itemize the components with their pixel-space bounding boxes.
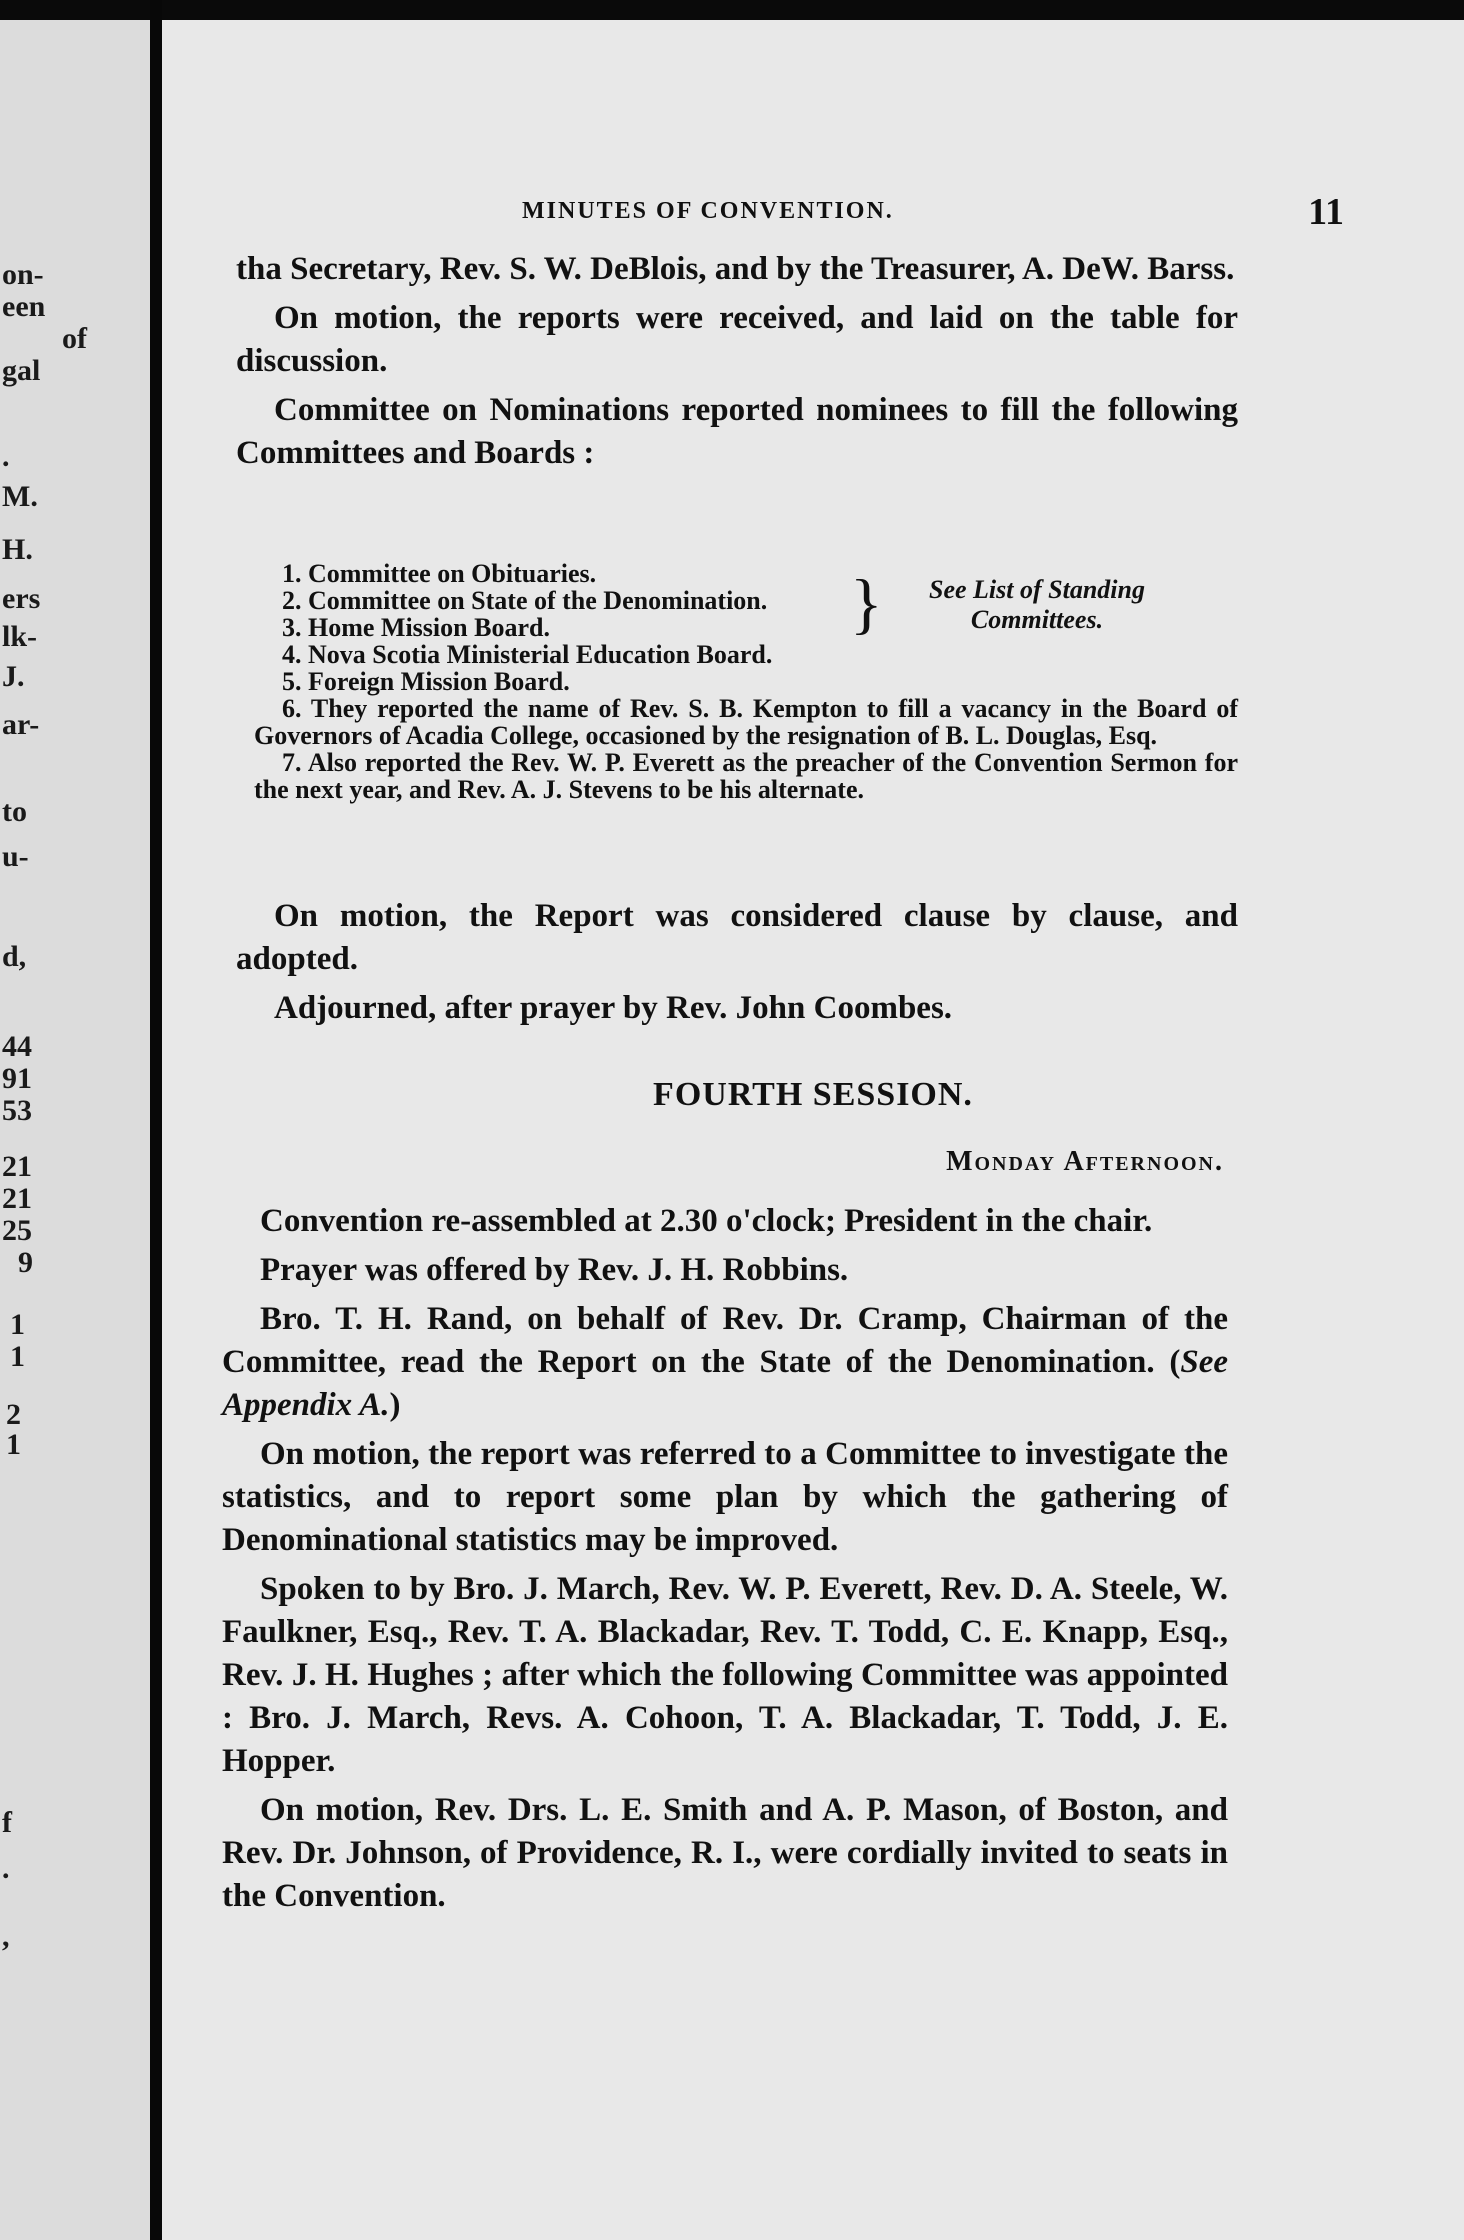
facing-page-fragment: on- xyxy=(2,258,44,291)
facing-page-fragment: 1 xyxy=(10,1308,25,1341)
paragraph-text: ) xyxy=(389,1387,401,1423)
paragraph: tha Secretary, Rev. S. W. DeBlois, and by the Treasurer, A. DeW. Barss. xyxy=(236,251,1235,287)
session-title: FOURTH SESSION. xyxy=(653,1076,973,1113)
facing-page-fragment: M. xyxy=(2,480,38,513)
bottom-paragraphs xyxy=(222,1200,1228,1924)
paragraph: Committee on Nominations reported nominees to fill the following Committees and Boards : xyxy=(236,392,1238,471)
curly-brace-icon: } xyxy=(850,565,883,641)
brace-note-line: Committees. xyxy=(970,605,1104,634)
paragraph: On motion, the report was referred to a Committee to investigate the statistics, and to report some plan by which the gathering of Denominational statistics may be improved. xyxy=(222,1436,1228,1558)
facing-page-fragment: u- xyxy=(2,840,29,873)
facing-page-fragment: een xyxy=(2,290,46,323)
facing-page-fragment: . xyxy=(2,440,10,473)
paragraph-text: Bro. T. H. Rand, on behalf of Rev. Dr. Cramp, Chairman of the Committee, read the Report on the State of the Denomination. ( xyxy=(222,1301,1228,1380)
brace-note xyxy=(850,565,1202,641)
facing-page-fragment: ers xyxy=(2,582,41,615)
list-item: 5. Foreign Mission Board. xyxy=(282,667,570,696)
list-item: 4. Nova Scotia Ministerial Education Board. xyxy=(282,640,773,669)
facing-page-fragment: 21 xyxy=(2,1182,32,1215)
facing-page-fragment: 21 xyxy=(2,1150,32,1183)
facing-page-fragment: ar- xyxy=(2,708,40,741)
facing-page-fragment: lk- xyxy=(2,620,38,653)
list-item: 1. Committee on Obituaries. xyxy=(282,559,597,588)
top-paragraphs xyxy=(236,248,1238,481)
facing-page-fragment: H. xyxy=(2,533,33,566)
facing-page-fragment: 9 xyxy=(18,1246,33,1279)
facing-page-edge xyxy=(0,20,150,2240)
facing-page-fragment: of xyxy=(62,322,87,355)
facing-page-fragment: gal xyxy=(2,354,41,387)
paragraph: On motion, the Report was considered clause by clause, and adopted. xyxy=(236,898,1238,977)
list-item: 2. Committee on State of the Denomination. xyxy=(282,586,768,615)
running-title: MINUTES OF CONVENTION. xyxy=(522,198,894,224)
facing-page-fragment: d, xyxy=(2,940,27,973)
paragraph: Prayer was offered by Rev. J. H. Robbins. xyxy=(260,1252,849,1288)
facing-page-fragment: 2 xyxy=(6,1398,21,1431)
session-time: Monday Afternoon. xyxy=(946,1146,1224,1177)
facing-page-fragment: 1 xyxy=(10,1340,25,1373)
brace-note-line: See List of Standing xyxy=(929,575,1145,604)
paragraph: Adjourned, after prayer by Rev. John Coombes. xyxy=(274,990,953,1026)
page-header xyxy=(162,180,1464,240)
paragraph: Convention re-assembled at 2.30 o'clock; President in the chair. xyxy=(260,1203,1153,1239)
facing-page-fragment: 1 xyxy=(6,1428,21,1461)
paragraph xyxy=(222,1298,1228,1427)
list-item: 7. Also reported the Rev. W. P. Everett as the preacher of the Convention Sermon for the next year, and Rev. A. J. Stevens to be his alternate. xyxy=(254,748,1238,804)
facing-page-fragment: , xyxy=(2,1920,10,1953)
list-item: 6. They reported the name of Rev. S. B. Kempton to fill a vacancy in the Board of Governors of Acadia College, occasioned by the resignation of B. L. Douglas, Esq. xyxy=(254,694,1238,750)
facing-page-fragment: 53 xyxy=(2,1094,32,1127)
facing-page-fragment: to xyxy=(2,795,27,828)
facing-page-fragment: J. xyxy=(2,660,25,693)
facing-page-fragment: f xyxy=(2,1806,12,1839)
paragraph: Spoken to by Bro. J. March, Rev. W. P. Everett, Rev. D. A. Steele, W. Faulkner, Esq., Rev. T. A. Blackadar, Rev. T. Todd, C. E. Knapp, Esq., Rev. J. H. Hughes ; after which the following Committee was appointed : Bro. J. March, Revs. A. Cohoon, T. A. Blackadar, T. Todd, J. E. Hopper. xyxy=(222,1571,1228,1779)
middle-paragraphs xyxy=(236,895,1238,1036)
list-item: 3. Home Mission Board. xyxy=(282,613,550,642)
facing-page-fragment: . xyxy=(2,1852,10,1885)
book-gutter xyxy=(150,0,162,2240)
facing-page-fragment: 25 xyxy=(2,1214,32,1247)
appendix-reference: See Appendix A. xyxy=(222,1344,1228,1423)
paragraph: On motion, Rev. Drs. L. E. Smith and A. P. Mason, of Boston, and Rev. Dr. Johnson, of Providence, R. I., were cordially invited to seats in the Convention. xyxy=(222,1792,1228,1914)
facing-page-fragment: 91 xyxy=(2,1062,32,1095)
paragraph: On motion, the reports were received, and laid on the table for discussion. xyxy=(236,300,1238,379)
page-number: 11 xyxy=(1308,191,1344,233)
document-page xyxy=(162,20,1464,2240)
facing-page-fragment: 44 xyxy=(2,1030,32,1063)
